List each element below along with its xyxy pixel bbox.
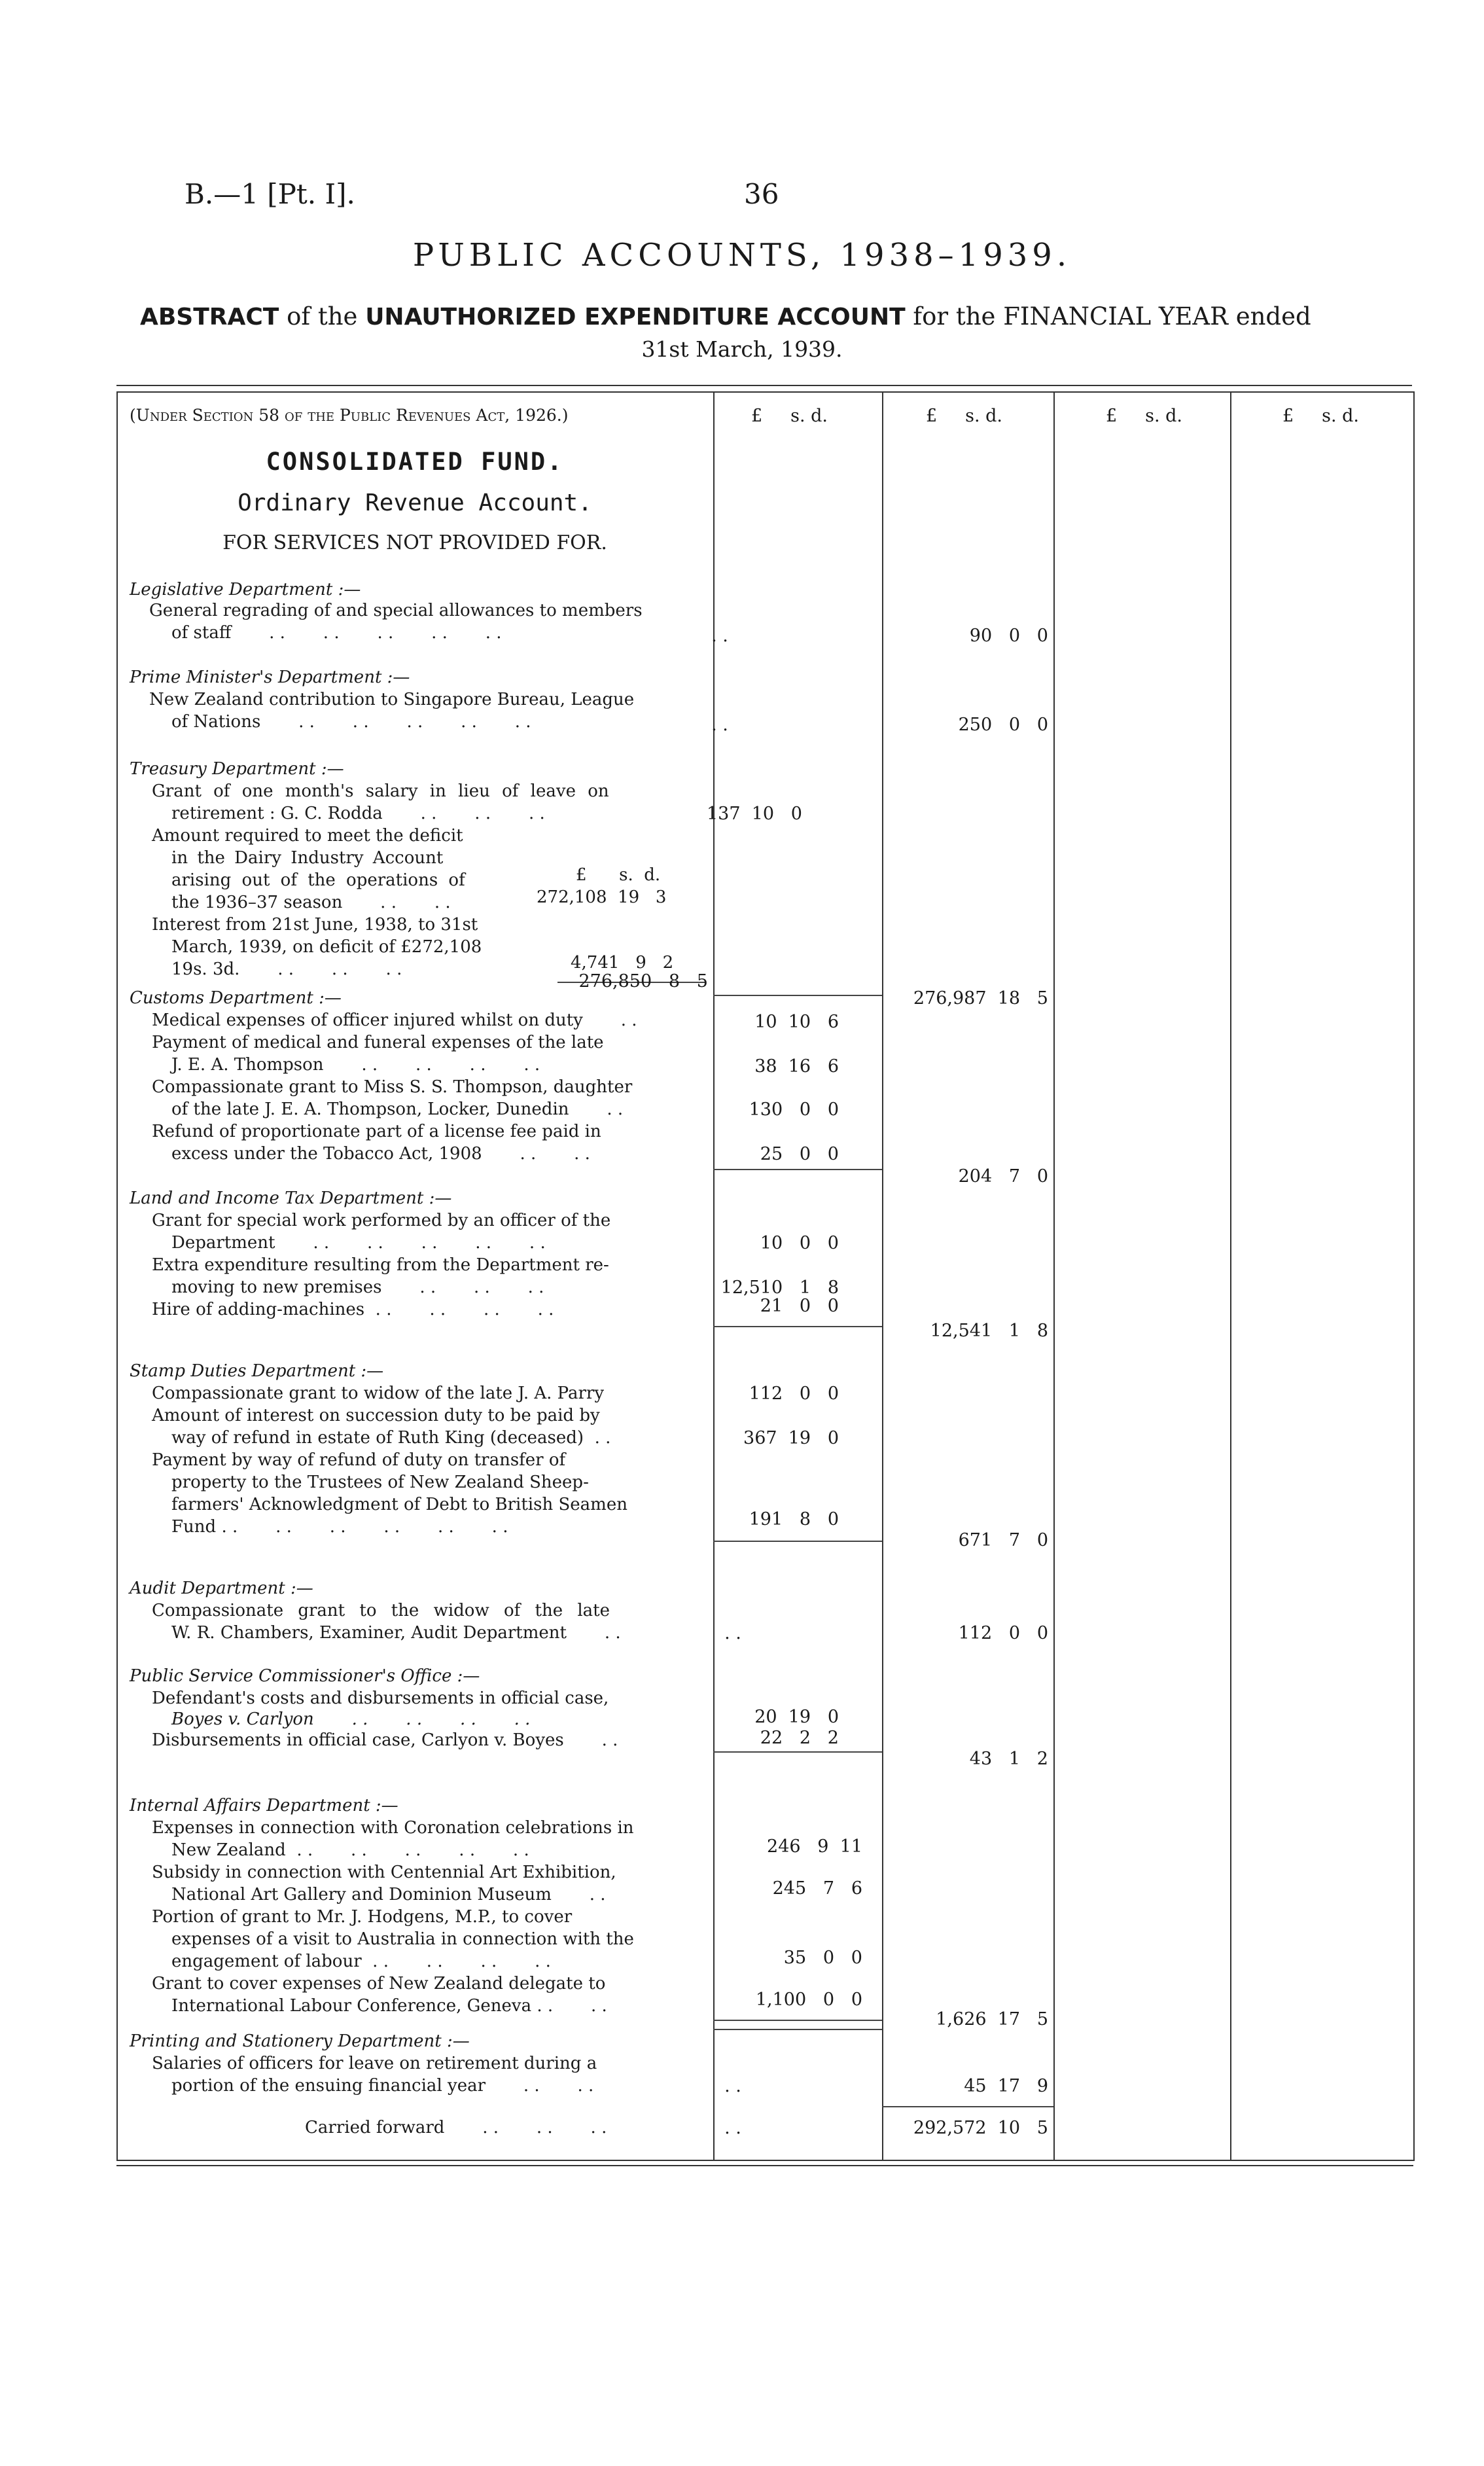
item-text: Department . . . . . . . . . . [171,1233,546,1253]
amount-c1: 35 0 0 [783,1948,862,1968]
item-text: Compassionate grant to the widow of the late [152,1601,610,1620]
amount-c2: 276,987 18 5 [913,988,1048,1009]
item-text: moving to new premises . . . . . . [171,1278,544,1297]
abstract-financial-year: for the FINANCIAL YEAR ended [905,302,1311,331]
item-text: Refund of proportionate part of a license fee paid in [152,1122,601,1141]
carried-forward-label: Carried forward . . . . . . [305,2118,607,2137]
column-divider-3 [1053,391,1055,2160]
item-text: Extra expenditure resulting from the Department re- [152,1255,609,1275]
column-header-4: £ s. d. [1282,406,1359,426]
item-text: Boyes v. Carlyon . . . . . . . . [171,1709,531,1729]
sub-amount: 272,108 19 3 [537,887,667,907]
item-text: Disbursements in official case, Carlyon v. Boyes . . [152,1730,618,1750]
item-text: Grant of one month's salary in lieu of leave on [152,781,609,801]
section-heading: Customs Department :— [130,988,342,1008]
act-reference: (Under Section 58 of the Public Revenues Act, 1926.) [130,406,569,425]
column-divider-2 [882,391,883,2160]
amount-c1: 10 10 6 [754,1012,839,1032]
item-text: Subsidy in connection with Centennial Art Exhibition, [152,1863,616,1882]
services-heading: FOR SERVICES NOT PROVIDED FOR. [222,531,607,554]
item-text: Hire of adding-machines . . . . . . . . [152,1300,554,1319]
amount-c1: . . [724,1623,741,1643]
item-text: the 1936–37 season . . . . [171,893,451,912]
amount-c1: 1,100 0 0 [755,1990,862,2010]
amount-c2: 12,541 1 8 [930,1321,1048,1341]
amount-c1: 25 0 0 [760,1144,839,1164]
item-text: portion of the ensuing financial year . . . . [171,2076,594,2096]
section-rule [713,2029,882,2030]
item-text: International Labour Conference, Geneva . . . . [171,1996,607,2016]
item-text: W. R. Chambers, Examiner, Audit Department . . [171,1623,621,1643]
item-text: March, 1939, on deficit of £272,108 [171,937,482,957]
amount-c1: . . [711,626,728,646]
amount-c2: 1,626 17 5 [936,2009,1048,2029]
amount-c1: 367 19 0 [743,1428,839,1448]
item-text: Grant for special work performed by an officer of the [152,1211,611,1230]
item-text: Payment by way of refund of duty on transfer of [152,1450,566,1470]
page-number: 36 [744,178,779,210]
subtotal-rule [713,1169,882,1170]
item-text: Amount of interest on succession duty to be paid by [152,1406,600,1425]
item-text: of the late J. E. A. Thompson, Locker, Dunedin . . [171,1099,624,1119]
item-text: Amount required to meet the deficit [152,826,463,846]
fund-heading: CONSOLIDATED FUND. [266,448,564,476]
abstract-of-the: of the [279,302,366,331]
item-text: Interest from 21st June, 1938, to 31st [152,915,478,935]
section-heading: Audit Department :— [130,1579,313,1598]
sub-amount: 4,741 9 2 [571,953,674,973]
amount-c1: 245 7 6 [772,1878,862,1899]
amount-c1: 20 19 0 [754,1707,839,1727]
item-text: New Zealand . . . . . . . . . . [171,1840,529,1860]
subcolumn-header: £ s. d. [576,865,661,885]
amount-c1: 21 0 0 [760,1296,839,1316]
amount-c2: 250 0 0 [958,715,1048,735]
carried-forward-c1: . . [724,2118,741,2138]
section-heading: Prime Minister's Department :— [130,668,410,687]
item-text: farmers' Acknowledgment of Debt to British Seamen [171,1495,627,1514]
item-text: engagement of labour . . . . . . . . [171,1952,551,1971]
item-text: expenses of a visit to Australia in connection with the [171,1929,634,1949]
section-rule [713,995,882,996]
item-text: National Art Gallery and Dominion Museum . . [171,1885,606,1904]
abstract-date: 31st March, 1939. [641,336,843,362]
amount-c1: 10 0 0 [760,1233,839,1253]
amount-c1: 112 0 0 [749,1384,839,1404]
amount-c2: 671 7 0 [958,1530,1048,1550]
abstract-heading [140,302,1311,331]
amount-c1: . . [711,715,728,735]
item-text: property to the Trustees of New Zealand Sheep- [171,1473,589,1492]
item-text: of Nations . . . . . . . . . . [171,712,531,732]
item-text: Compassionate grant to widow of the late J. A. Parry [152,1384,605,1403]
item-text: Defendant's costs and disbursements in official case, [152,1689,609,1708]
subtotal-rule [713,2020,882,2021]
amount-c2: 45 17 9 [964,2076,1048,2096]
item-text: General regrading of and special allowances to members [149,601,643,620]
item-text: Payment of medical and funeral expenses of the late [152,1033,604,1052]
page-title: PUBLIC ACCOUNTS, 1938–1939. [412,237,1072,274]
item-text: Expenses in connection with Coronation celebrations in [152,1818,634,1838]
item-text: Portion of grant to Mr. J. Hodgens, M.P., to cover [152,1907,573,1927]
subtotal-rule [713,1751,882,1753]
section-heading: Treasury Department :— [130,759,344,779]
amount-c1: 246 9 11 [767,1836,862,1857]
column-header-3: £ s. d. [1106,406,1182,426]
amount-c2: 204 7 0 [958,1166,1048,1187]
item-text: J. E. A. Thompson . . . . . . . . [171,1055,540,1075]
amount-c1: 191 8 0 [749,1509,839,1529]
section-heading: Stamp Duties Department :— [130,1361,384,1381]
column-header-1: £ s. d. [751,406,828,426]
amount-c1: 38 16 6 [754,1056,839,1077]
abstract-word: ABSTRACT [140,304,279,331]
document-code: B.—1 [Pt. I]. [185,178,355,210]
section-heading: Legislative Department :— [130,580,361,599]
abstract-account-name: UNAUTHORIZED EXPENDITURE ACCOUNT [365,304,906,331]
account-heading: Ordinary Revenue Account. [238,490,592,516]
section-heading: Printing and Stationery Department :— [130,2031,470,2051]
column-divider-4 [1230,391,1231,2160]
section-heading: Land and Income Tax Department :— [130,1188,452,1208]
carried-forward-c2: 292,572 10 5 [913,2118,1048,2138]
amount-c1: . . [724,2076,741,2096]
amount-c1: 137 10 0 [707,804,802,824]
item-text: Grant to cover expenses of New Zealand delegate to [152,1974,606,1993]
item-text: in the Dairy Industry Account [171,848,444,868]
item-text: excess under the Tobacco Act, 1908 . . . . [171,1144,590,1164]
amount-c1: 12,510 1 8 [720,1278,839,1298]
subtotal-rule [882,2106,1053,2107]
subtotal-rule [713,1326,882,1327]
subtotal-c1: 276,850 8 5 [578,971,708,992]
section-heading: Public Service Commissioner's Office :— [130,1666,480,1686]
column-header-2: £ s. d. [926,406,1002,426]
subtotal-rule [713,1541,882,1542]
item-text: way of refund in estate of Ruth King (deceased) . . [171,1428,611,1448]
amount-c2: 112 0 0 [958,1623,1048,1643]
item-text: 19s. 3d. . . . . . . [171,959,402,979]
item-text: Compassionate grant to Miss S. S. Thompson, daughter [152,1077,633,1097]
amount-c2: 43 1 2 [969,1749,1048,1769]
amount-c1: 130 0 0 [749,1099,839,1120]
section-heading: Internal Affairs Department :— [130,1796,398,1815]
item-text: Salaries of officers for leave on retirement during a [152,2054,597,2073]
table-top-rule [116,385,1412,386]
amount-c2: 90 0 0 [969,626,1048,646]
amount-c1: 22 2 2 [760,1728,839,1748]
item-text: arising out of the operations of [171,870,465,890]
item-text: of staff . . . . . . . . . . [171,623,502,643]
table-bottom-rule [116,2165,1413,2166]
item-text: Medical expenses of officer injured whilst on duty . . [152,1010,637,1030]
item-text: retirement : G. C. Rodda . . . . . . [171,804,545,823]
item-text: Fund . . . . . . . . . . . . [171,1517,508,1537]
item-text: New Zealand contribution to Singapore Bureau, League [149,690,635,709]
